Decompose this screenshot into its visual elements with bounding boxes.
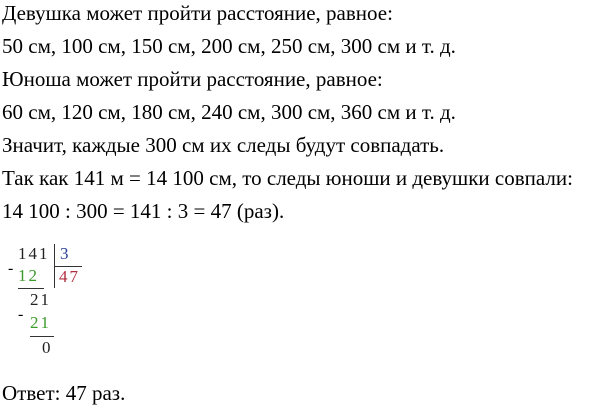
subtrahend-2: 21: [30, 313, 51, 332]
subtraction-line-1: [18, 288, 44, 289]
text-line-2: 50 см, 100 см, 150 см, 200 см, 250 см, 300 см и т. д.: [2, 34, 456, 58]
subtraction-line-2: [30, 336, 54, 337]
subtrahend-1: 12: [18, 266, 39, 285]
text-line-5: Значит, каждые 300 см их следы будут совпадать.: [2, 133, 445, 157]
answer-line: Ответ: 47 раз.: [2, 381, 126, 405]
text-line-4: 60 см, 120 см, 180 см, 240 см, 300 см, 360 см и т. д.: [2, 100, 456, 124]
remainder-1: 21: [30, 290, 51, 309]
text-line-3: Юноша может пройти расстояние, равное:: [2, 67, 383, 91]
text-line-7: 14 100 : 300 = 141 : 3 = 47 (раз).: [2, 199, 285, 223]
long-division: [0, 240, 120, 370]
minus-sign-1: -: [8, 260, 14, 277]
final-remainder: 0: [42, 338, 53, 357]
minus-sign-2: -: [18, 306, 24, 323]
text-line-6: Так как 141 м = 14 100 см, то следы юноши и девушки совпали:: [2, 166, 573, 190]
text-line-1: Девушка может пройти расстояние, равное:: [2, 1, 393, 25]
divisor: 3: [60, 244, 71, 263]
quotient: 47: [59, 267, 80, 286]
dividend: 141: [18, 244, 50, 263]
